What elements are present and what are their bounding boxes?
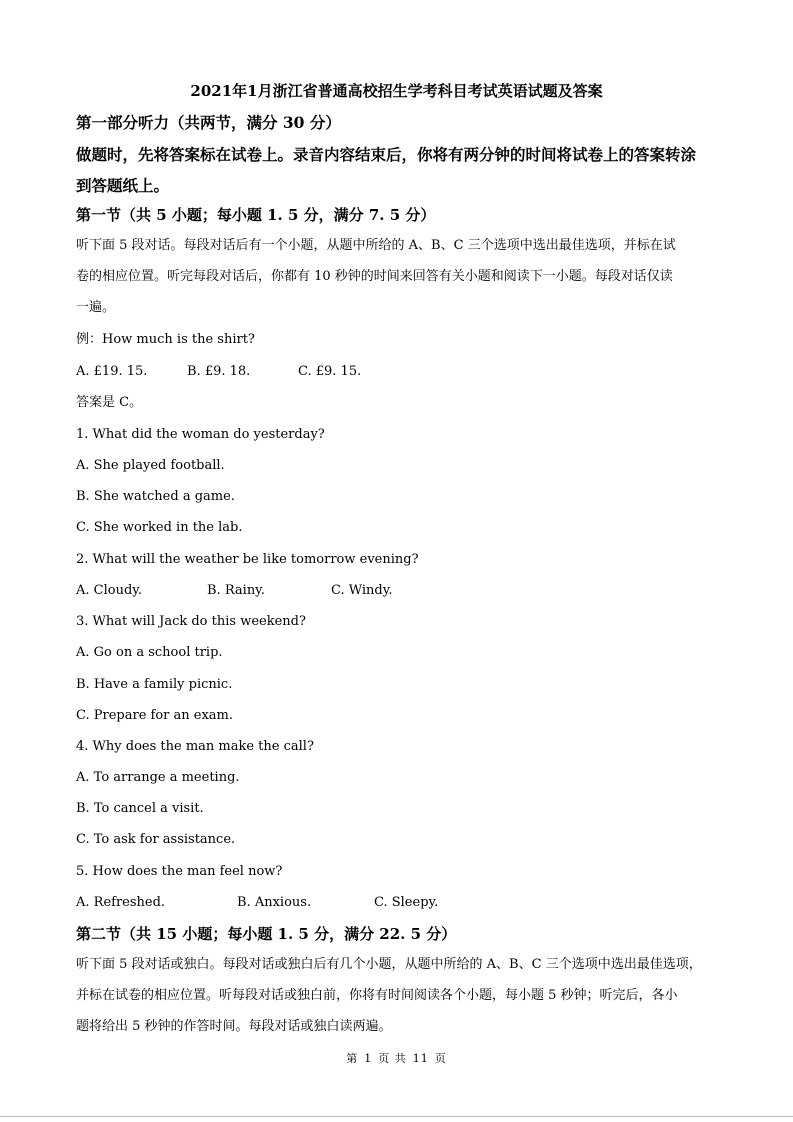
section2-intro-line-3: 题将给出 5 秒钟的作答时间。每段对话或独白读两遍。 bbox=[76, 1019, 392, 1034]
footer-page-number: 1 bbox=[364, 1052, 373, 1065]
question-2: 2. What will the weather be like tomorrow evening? bbox=[76, 552, 419, 567]
example-option-b: B. £9. 18. bbox=[187, 364, 251, 379]
question-1-option-b: B. She watched a game. bbox=[76, 489, 235, 504]
question-4-option-c: C. To ask for assistance. bbox=[76, 832, 236, 847]
question-4-option-a: A. To arrange a meeting. bbox=[76, 770, 240, 785]
question-1-option-a: A. She played football. bbox=[76, 458, 225, 473]
question-5-option-a: A. Refreshed. bbox=[76, 895, 166, 910]
question-5: 5. How does the man feel now? bbox=[76, 864, 283, 879]
question-3-option-b: B. Have a family picnic. bbox=[76, 677, 233, 692]
question-5-option-b: B. Anxious. bbox=[237, 895, 312, 910]
question-5-option-c: C. Sleepy. bbox=[374, 895, 439, 910]
section2-heading: 第二节（共 15 小题；每小题 1. 5 分，满分 22. 5 分） bbox=[76, 925, 457, 943]
example-answer: 答案是 C。 bbox=[76, 395, 143, 410]
question-2-option-a: A. Cloudy. bbox=[76, 583, 143, 598]
question-2-option-c: C. Windy. bbox=[331, 583, 393, 598]
example-question: 例：How much is the shirt? bbox=[76, 332, 255, 347]
part1-heading: 第一部分听力（共两节，满分 30 分） bbox=[76, 113, 341, 132]
instruction-line-1: 做题时，先将答案标在试卷上。录音内容结束后，你将有两分钟的时间将试卷上的答案转涂 bbox=[76, 145, 697, 164]
example-option-c: C. £9. 15. bbox=[298, 364, 362, 379]
bottom-divider bbox=[0, 1116, 793, 1117]
section2-intro-line-2: 并标在试卷的相应位置。听每段对话或独白前，你将有时间阅读各个小题，每小题 5 秒钟；听完后，各小 bbox=[76, 988, 678, 1003]
question-3: 3. What will Jack do this weekend? bbox=[76, 614, 306, 629]
question-2-option-b: B. Rainy. bbox=[207, 583, 265, 598]
page-title: 2021年1月浙江省普通高校招生学考科目考试英语试题及答案 bbox=[190, 82, 603, 100]
question-4-option-b: B. To cancel a visit. bbox=[76, 801, 204, 816]
section1-intro-line-3: 一遍。 bbox=[76, 300, 116, 315]
footer-middle: 页 共 bbox=[378, 1052, 407, 1065]
page-footer bbox=[0, 1052, 793, 1066]
question-4: 4. Why does the man make the call? bbox=[76, 739, 314, 754]
question-3-option-c: C. Prepare for an exam. bbox=[76, 708, 233, 723]
section1-heading: 第一节（共 5 小题；每小题 1. 5 分，满分 7. 5 分） bbox=[76, 206, 436, 224]
example-option-a: A. £19. 15. bbox=[76, 364, 148, 379]
question-1-option-c: C. She worked in the lab. bbox=[76, 520, 243, 535]
section1-intro-line-2: 卷的相应位置。听完每段对话后，你都有 10 秒钟的时间来回答有关小题和阅读下一小题。每段对话仅读 bbox=[76, 269, 673, 284]
footer-prefix: 第 bbox=[346, 1052, 359, 1065]
instruction-line-2: 到答题纸上。 bbox=[76, 176, 170, 195]
footer-suffix: 页 bbox=[434, 1052, 447, 1065]
section1-intro-line-1: 听下面 5 段对话。每段对话后有一个小题，从题中所给的 A、B、C 三个选项中选出最佳选项，并标在试 bbox=[76, 238, 676, 253]
question-3-option-a: A. Go on a school trip. bbox=[76, 645, 223, 660]
section2-intro-line-1: 听下面 5 段对话或独白。每段对话或独白后有几个小题，从题中所给的 A、B、C 三个选项中选出最佳选项， bbox=[76, 957, 702, 972]
footer-total-pages: 11 bbox=[412, 1052, 429, 1065]
question-1: 1. What did the woman do yesterday? bbox=[76, 427, 325, 442]
